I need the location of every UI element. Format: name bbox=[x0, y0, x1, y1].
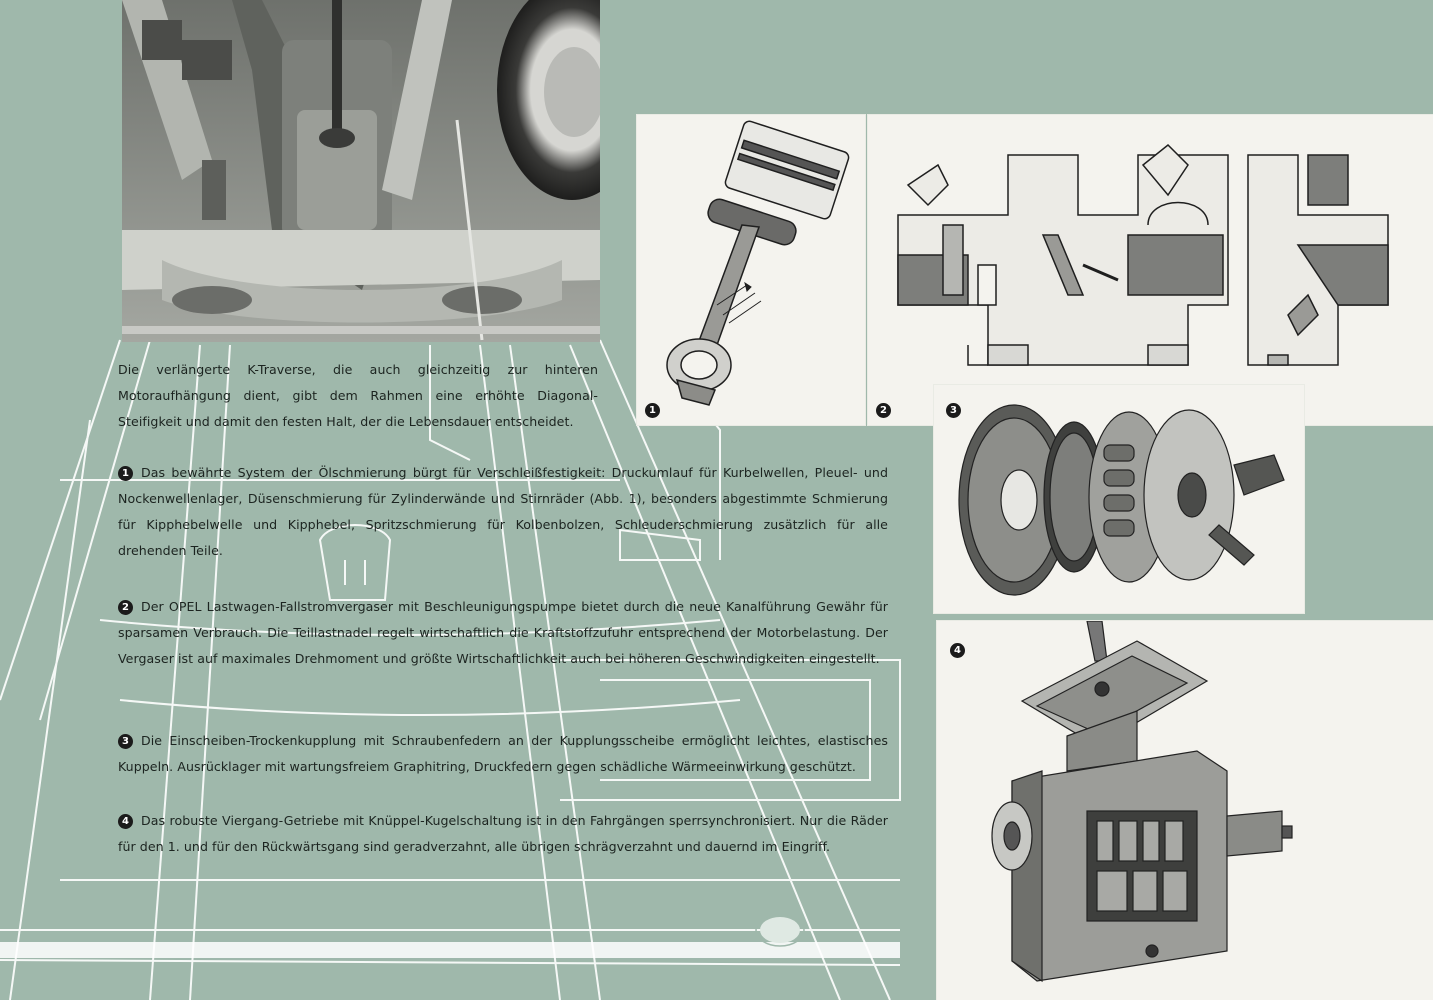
paragraph-1-number-badge: 1 bbox=[118, 466, 133, 481]
gearbox-cutaway-photo bbox=[937, 621, 1433, 1000]
paragraph-1-text: Das bewährte System der Ölschmierung bürgt für Verschleißfestigkeit: Druckumlauf für Kurbelwellen, Pleuel- und Nockenwellenlager, Düsenschmierung für Zylinderwände und Stirnräder (Abb. 1), besonders abgestimmte Schmierung für Kipphebelwelle und Kipphebel, Spritzschmierung für Kolbenbolzen, Schleuderschmierung zusätzlich für alle drehenden Teile. bbox=[118, 465, 888, 558]
paragraph-3-number-badge: 3 bbox=[118, 734, 133, 749]
paragraph-2-text: Der OPEL Lastwagen-Fallstromvergaser mit Beschleunigungspumpe bietet durch die neue Kanalführung Gewähr für sparsamen Verbrauch. Die Teillastnadel regelt wirtschaftlich die Kraftstoffzufuhr entsprechend der Motorbelastung. Der Vergaser ist auf maximales Drehmoment und größte Wirtschaftlichkeit auch bei höheren Geschwindigkeiten eingestellt. bbox=[118, 599, 888, 666]
figure-1-number-badge: 1 bbox=[645, 403, 660, 418]
clutch-exploded-photo bbox=[934, 385, 1304, 613]
paragraph-4-text: Das robuste Viergang-Getriebe mit Knüppel-Kugelschaltung ist in den Fahrgängen sperrsynchronisiert. Nur die Räder für den 1. und für den Rückwärtsgang sind geradverzahnt, alle übrigen schrägverzahnt und dauernd im Eingriff. bbox=[118, 813, 888, 854]
paragraph-3 bbox=[118, 728, 888, 780]
figure-4-gearbox-panel bbox=[936, 620, 1433, 1000]
paragraph-1 bbox=[118, 460, 888, 564]
intro-caption: Die verlängerte K-Traverse, die auch gleichzeitig zur hinteren Motoraufhängung dient, gibt dem Rahmen eine erhöhte Diagonal-Steifigkeit und damit den festen Halt, der die Lebensdauer entscheidet. bbox=[118, 362, 598, 429]
paragraph-4 bbox=[118, 808, 888, 860]
carburetor-cutaway-illustration bbox=[868, 115, 1433, 425]
figure-1-piston-panel bbox=[636, 114, 866, 426]
piston-connecting-rod-illustration bbox=[637, 115, 865, 425]
figure-3-number-badge: 3 bbox=[946, 403, 961, 418]
figure-2-number-badge: 2 bbox=[876, 403, 891, 418]
paragraph-3-text: Die Einscheiben-Trockenkupplung mit Schraubenfedern an der Kupplungsscheibe ermöglicht leichtes, elastisches Kuppeln. Ausrücklager mit wartungsfreiem Graphitring, Druckfedern gegen schädliche Wärmeeinwirkung geschützt. bbox=[118, 733, 888, 774]
figure-4-number-badge: 4 bbox=[950, 643, 965, 658]
paragraph-2-number-badge: 2 bbox=[118, 600, 133, 615]
figure-3-clutch-panel bbox=[933, 384, 1305, 614]
figure-2-carburetor-panel bbox=[867, 114, 1433, 426]
paragraph-4-number-badge: 4 bbox=[118, 814, 133, 829]
paragraph-2 bbox=[118, 594, 888, 672]
chassis-photo bbox=[122, 0, 600, 342]
